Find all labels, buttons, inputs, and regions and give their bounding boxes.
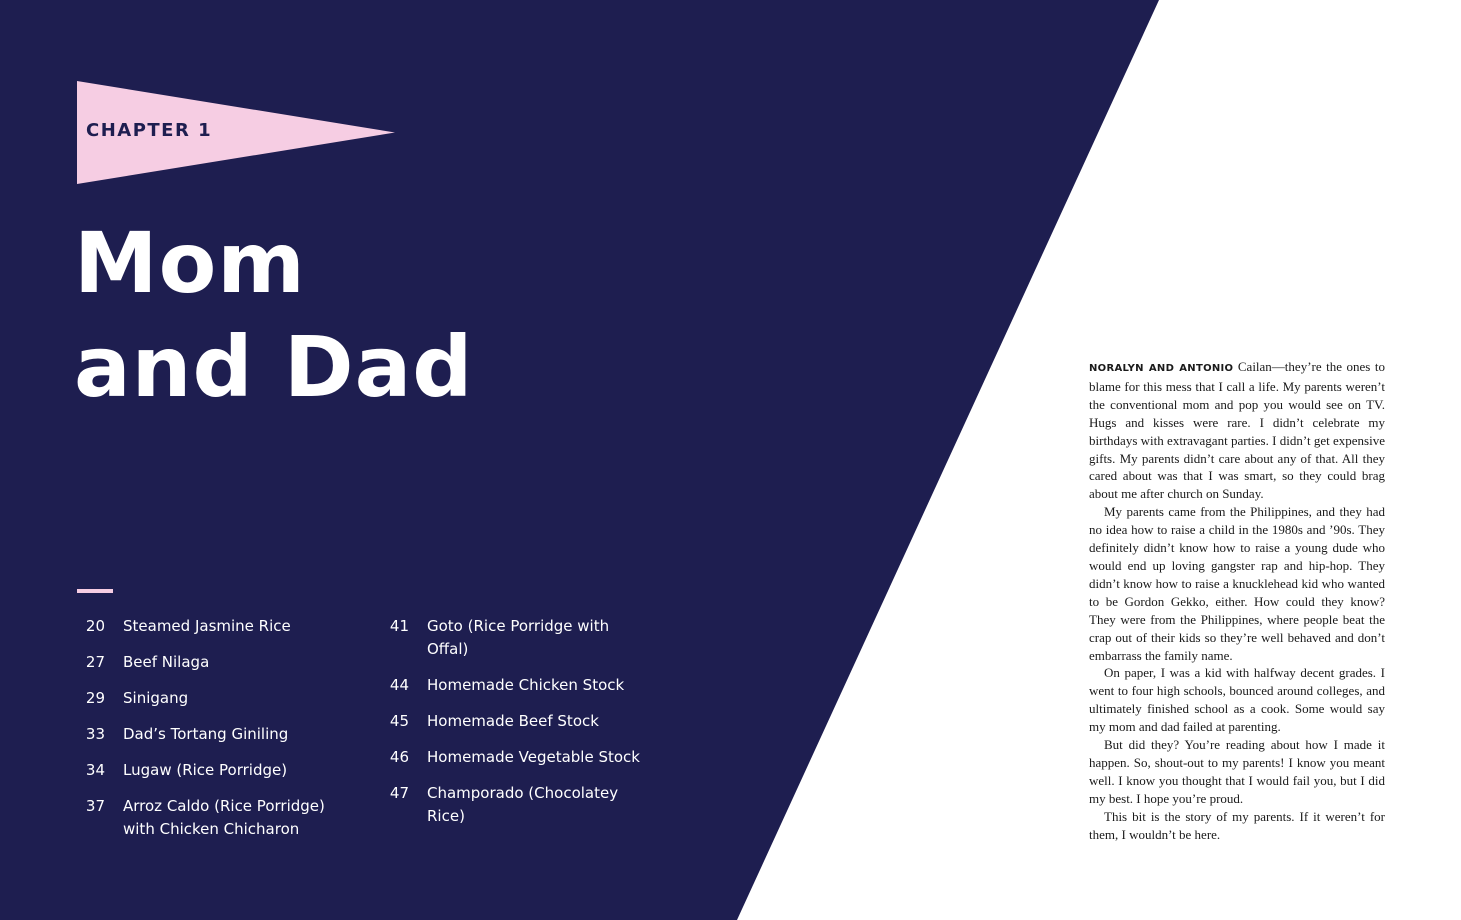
chapter-title-line-2: and Dad	[74, 318, 474, 416]
toc-entry[interactable]	[77, 795, 357, 841]
paragraph-text: Cailan—they’re the ones to blame for this mess that I call a life. My parents weren’t the conventional mom and pop you would see on TV. Hugs and kisses were rare. I didn’t celebrate my birthdays with extravagant parties. I didn’t get expensive gifts. My parents didn’t care about any of that. All they cared about was that I was smart, so they could brag about me after church on Sunday.	[1089, 359, 1385, 502]
toc-recipe-title: Dad’s Tortang Giniling	[123, 725, 289, 743]
toc-entry[interactable]	[380, 746, 650, 769]
toc-entry[interactable]	[77, 759, 357, 782]
body-paragraph: My parents came from the Philippines, and they had no idea how to raise a child in the 1980s and ’90s. They definitely didn’t know how to raise a young dude who would end up loving gangster rap and hip-hop. They didn’t know how to raise a knucklehead kid who wanted to be Gordon Gekko, either. How could they know? They were from the Philippines, where people beat the crap out of their kids so they’re well behaved and don’t embarrass the family name.	[1089, 504, 1385, 663]
chapter-intro-text	[1089, 358, 1385, 843]
toc-column-1	[77, 615, 357, 854]
toc-entry[interactable]	[77, 651, 357, 674]
toc-recipe-title: Champorado (Chocolatey Rice)	[427, 784, 619, 825]
toc-page-number: 33	[85, 725, 105, 743]
toc-entry[interactable]	[380, 674, 650, 697]
chapter-label: CHAPTER 1	[86, 120, 213, 141]
toc-page-number: 44	[389, 676, 409, 694]
body-paragraph: On paper, I was a kid with halfway decent grades. I went to four high schools, bounced around colleges, and ultimately finished school as a cook. Some would say my mom and dad failed at parenting.	[1089, 665, 1385, 735]
toc-recipe-title: Beef Nilaga	[123, 653, 210, 671]
toc-entry[interactable]	[380, 710, 650, 733]
toc-divider	[77, 589, 113, 593]
toc-recipe-title: Sinigang	[123, 689, 189, 707]
toc-entry[interactable]	[77, 615, 357, 638]
toc-page-number: 47	[389, 784, 409, 802]
toc-page-number: 37	[85, 797, 105, 815]
toc-recipe-title: Goto (Rice Porridge with Offal)	[427, 617, 610, 658]
toc-page-number: 27	[85, 653, 105, 671]
lead-in-names: NORALYN AND ANTONIO	[1089, 363, 1234, 374]
body-paragraph: This bit is the story of my parents. If it weren’t for them, I wouldn’t be here.	[1089, 808, 1385, 842]
toc-recipe-title: Homemade Vegetable Stock	[427, 748, 640, 766]
toc-page-number: 45	[389, 712, 409, 730]
chapter-title-line-1: Mom	[74, 214, 306, 312]
toc-page-number: 20	[85, 617, 105, 635]
toc-entry[interactable]	[380, 782, 650, 828]
toc-recipe-title: Lugaw (Rice Porridge)	[123, 761, 288, 779]
body-paragraph: But did they? You’re reading about how I made it happen. So, shout-out to my parents! I know you meant well. I know you thought that I would fail you, but I did my best. I hope you’re proud.	[1089, 737, 1385, 806]
toc-entry[interactable]	[77, 687, 357, 710]
toc-page-number: 34	[85, 761, 105, 779]
toc-entry[interactable]	[380, 615, 650, 661]
toc-recipe-title: Homemade Beef Stock	[427, 712, 599, 730]
toc-page-number: 29	[85, 689, 105, 707]
toc-recipe-title: Steamed Jasmine Rice	[123, 617, 291, 635]
toc-entry[interactable]	[77, 723, 357, 746]
toc-column-2	[380, 615, 650, 841]
toc-page-number: 46	[389, 748, 409, 766]
toc-recipe-title: Homemade Chicken Stock	[427, 676, 625, 694]
intro-paragraph	[1089, 358, 1385, 503]
toc-recipe-title: Arroz Caldo (Rice Porridge) with Chicken Chicharon	[123, 797, 325, 838]
toc-page-number: 41	[389, 617, 409, 635]
